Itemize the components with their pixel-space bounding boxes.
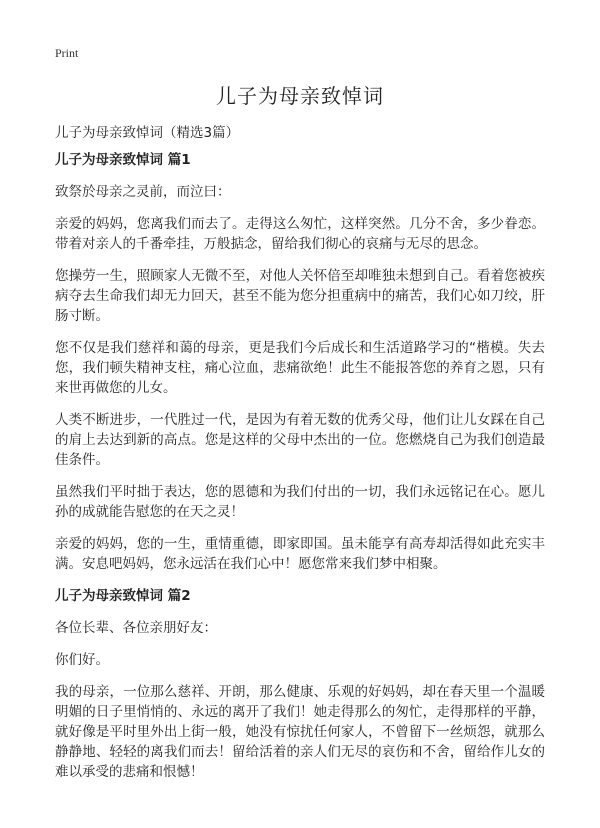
paragraph: 人类不断进步，一代胜过一代，是因为有着无数的优秀父母，他们让儿女踩在自己的肩上去达到新的高点。您是这样的父母中杰出的一位。您燃烧自己为我们创造最佳条件。 — [55, 412, 545, 468]
paragraph: 您操劳一生，照顾家人无微不至，对他人关怀倍至却唯独未想到自己。看着您被疾病夺去生命我们却无力回天，甚至不能为您分担重病中的痛苦，我们心如刀绞，肝肠寸断。 — [55, 268, 545, 324]
document-content — [55, 150, 545, 794]
paragraph: 亲爱的妈妈，您的一生，重情重德，即家即国。虽未能享有高寿却活得如此充实丰满。安息吧妈妈，您永远活在我们心中！愿您常来我们梦中相聚。 — [55, 536, 545, 572]
section-2 — [55, 586, 545, 782]
section-1 — [55, 150, 545, 574]
document-subtitle: 儿子为母亲致悼词（精选3篇） — [55, 125, 240, 141]
paragraph: 致祭於母亲之灵前，而泣曰： — [55, 184, 231, 200]
paragraph: 您不仅是我们慈祥和蔼的母亲，更是我们今后成长和生活道路学习的“楷模。失去您，我们顿失精神支柱，痛心泣血，悲痛欲绝！此生不能报答您的养育之恩，只有来世再做您的儿女。 — [55, 340, 545, 396]
paragraph: 各位长辈、各位亲朋好友： — [55, 620, 217, 636]
paragraph: 我的母亲，一位那么慈祥、开朗，那么健康、乐观的好妈妈，却在春天里一个温暖明媚的日子里悄悄的、永远的离开了我们！她走得那么的匆忙，走得那样的平静，就好像是平时里外出上街一般，她没有惊扰任何家人，不曾留下一丝烦怨，就那么静静地、轻轻的离我们而去！留给活着的亲人们无尽的哀伤和不舍，留给作儿女的难以承受的悲痛和恨憾！ — [55, 684, 545, 780]
section-heading: 儿子为母亲致悼词 篇1 — [55, 152, 191, 168]
paragraph: 亲爱的妈妈，您离我们而去了。走得这么匆忙，这样突然。几分不舍，多少眷恋。带着对亲人的千番牵挂，万般掂念，留给我们彻心的哀痛与无尽的思念。 — [55, 216, 545, 252]
document-title: 儿子为母亲致悼词 — [216, 84, 384, 108]
paragraph: 虽然我们平时拙于表达，您的恩德和为我们付出的一切，我们永远铭记在心。愿儿孙的成就能告慰您的在天之灵！ — [55, 484, 545, 520]
print-link[interactable]: Print — [55, 46, 79, 60]
section-heading: 儿子为母亲致悼词 篇2 — [55, 588, 191, 604]
paragraph: 你们好。 — [55, 652, 109, 668]
